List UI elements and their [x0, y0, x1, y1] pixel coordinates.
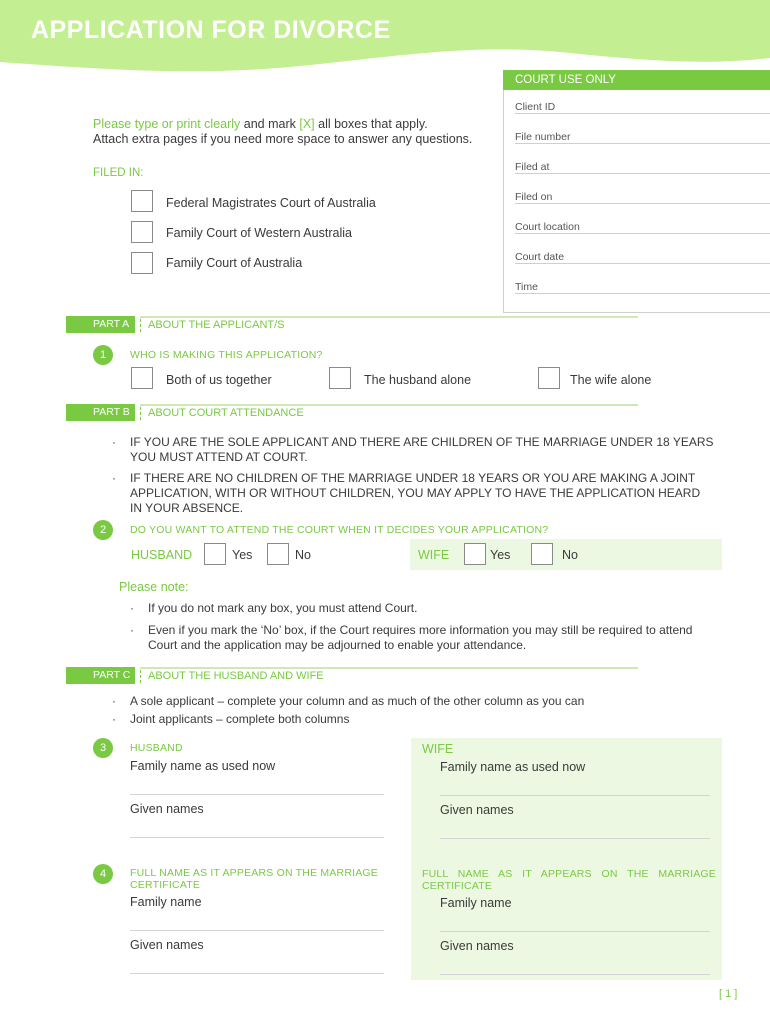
- husband-given-names-2-field[interactable]: [130, 973, 384, 974]
- family-court-wa-checkbox[interactable]: [131, 221, 153, 243]
- husband-no-checkbox[interactable]: [267, 543, 289, 565]
- filed-on-label: Filed on: [515, 191, 553, 203]
- wife-family-name-field[interactable]: [440, 931, 710, 932]
- wife-given-names-label: Given names: [440, 803, 514, 817]
- husband-alone-checkbox[interactable]: [329, 367, 351, 389]
- question-2-text: DO YOU WANT TO ATTEND THE COURT WHEN IT DECIDES YOUR APPLICATION?: [130, 524, 549, 536]
- question-2-number: 2: [93, 520, 113, 540]
- wife-alone-label: The wife alone: [570, 373, 652, 387]
- question-4-husband-heading: FULL NAME AS IT APPEARS ON THE MARRIAGE CERTIFICATE: [130, 867, 379, 891]
- wife-family-name-label: Family name: [440, 896, 512, 910]
- wife-no-checkbox[interactable]: [531, 543, 553, 565]
- wife-given-names-field[interactable]: [440, 838, 710, 839]
- husband-family-name-now-label: Family name as used now: [130, 759, 276, 773]
- time-field[interactable]: [515, 293, 770, 294]
- client-id-label: Client ID: [515, 101, 556, 113]
- question-4-wife-heading: FULL NAME AS IT APPEARS ON THE MARRIAGE CERTIFICATE: [422, 868, 716, 892]
- husband-family-name-label: Family name: [130, 895, 202, 909]
- question-3-husband-heading: HUSBAND: [130, 742, 183, 754]
- question-3-wife-heading: WIFE: [422, 742, 454, 756]
- part-b-bullet-1: · IF YOU ARE THE SOLE APPLICANT AND THERE ARE CHILDREN OF THE MARRIAGE UNDER 18 YEARS YOU MUST ATTEND AT COURT.: [112, 435, 714, 464]
- filed-at-label: Filed at: [515, 161, 550, 173]
- note-bullet-1: · If you do not mark any box, you must attend Court.: [130, 601, 418, 615]
- family-court-australia-checkbox[interactable]: [131, 252, 153, 274]
- filed-on-field[interactable]: [515, 203, 770, 204]
- question-4-number: 4: [93, 864, 113, 884]
- wife-given-names-2-field[interactable]: [440, 974, 710, 975]
- wife-yes-label: Yes: [490, 548, 511, 562]
- wife-yes-checkbox[interactable]: [464, 543, 486, 565]
- court-location-field[interactable]: [515, 233, 770, 234]
- page-title: APPLICATION FOR DIVORCE: [31, 16, 391, 44]
- part-b-bullet-2: · IF THERE ARE NO CHILDREN OF THE MARRIAGE UNDER 18 YEARS OR YOU ARE MAKING A JOINT APPLICATION, WITH OR WITHOUT CHILDREN, YOU MAY APPLY TO HAVE THE APPLICATION HEARD IN YOUR ABSENCE.: [112, 471, 701, 515]
- wife-family-name-now-label: Family name as used now: [440, 760, 586, 774]
- court-date-label: Court date: [515, 251, 565, 263]
- husband-family-name-field[interactable]: [130, 930, 384, 931]
- page-number: [ 1 ]: [719, 988, 738, 1000]
- part-b-rule: [140, 404, 638, 406]
- both-together-checkbox[interactable]: [131, 367, 153, 389]
- part-a-rule: [140, 316, 638, 318]
- client-id-field[interactable]: [515, 113, 770, 114]
- filed-at-field[interactable]: [515, 173, 770, 174]
- time-label: Time: [515, 281, 538, 293]
- file-number-label: File number: [515, 131, 571, 143]
- family-court-wa-label: Family Court of Western Australia: [166, 226, 352, 240]
- court-use-header: COURT USE ONLY: [503, 70, 770, 90]
- wife-attendance-label: WIFE: [418, 548, 450, 562]
- part-c-tab: PART C: [66, 667, 135, 684]
- file-number-field[interactable]: [515, 143, 770, 144]
- husband-attendance-label: HUSBAND: [131, 548, 193, 562]
- federal-magistrates-checkbox[interactable]: [131, 190, 153, 212]
- both-together-label: Both of us together: [166, 373, 272, 387]
- note-bullet-2: · Even if you mark the ‘No’ box, if the Court requires more information you may still be required to attend Court and the application may be adjourned to enable your attendance.: [130, 623, 693, 652]
- part-b-tab: PART B: [66, 404, 135, 421]
- court-location-label: Court location: [515, 221, 580, 233]
- part-a-title: ABOUT THE APPLICANT/S: [140, 319, 285, 332]
- intro-text: Please type or print clearly and mark [X] all boxes that apply. Attach extra pages if you need more space to answer any questions.: [93, 117, 473, 146]
- husband-alone-label: The husband alone: [364, 373, 472, 387]
- husband-given-names-2-label: Given names: [130, 938, 204, 952]
- husband-family-name-now-field[interactable]: [130, 794, 384, 795]
- wife-given-names-2-label: Given names: [440, 939, 514, 953]
- wife-alone-checkbox[interactable]: [538, 367, 560, 389]
- family-court-australia-label: Family Court of Australia: [166, 256, 303, 270]
- wife-family-name-now-field[interactable]: [440, 795, 710, 796]
- husband-given-names-label: Given names: [130, 802, 204, 816]
- part-c-rule: [140, 667, 638, 669]
- please-note-title: Please note:: [119, 580, 189, 594]
- part-b-title: ABOUT COURT ATTENDANCE: [140, 407, 304, 420]
- part-c-bullet-1: · A sole applicant – complete your column and as much of the other column as you can: [112, 694, 585, 708]
- court-date-field[interactable]: [515, 263, 770, 264]
- part-c-title: ABOUT THE HUSBAND AND WIFE: [140, 670, 324, 683]
- husband-yes-label: Yes: [232, 548, 253, 562]
- part-c-bullet-2: · Joint applicants – complete both columns: [112, 712, 350, 726]
- question-1-text: WHO IS MAKING THIS APPLICATION?: [130, 349, 323, 361]
- husband-no-label: No: [295, 548, 311, 562]
- part-a-tab: PART A: [66, 316, 135, 333]
- filed-in-label: FILED IN:: [93, 167, 144, 179]
- wife-no-label: No: [562, 548, 578, 562]
- question-3-number: 3: [93, 738, 113, 758]
- husband-yes-checkbox[interactable]: [204, 543, 226, 565]
- husband-given-names-field[interactable]: [130, 837, 384, 838]
- question-1-number: 1: [93, 345, 113, 365]
- federal-magistrates-label: Federal Magistrates Court of Australia: [166, 196, 376, 210]
